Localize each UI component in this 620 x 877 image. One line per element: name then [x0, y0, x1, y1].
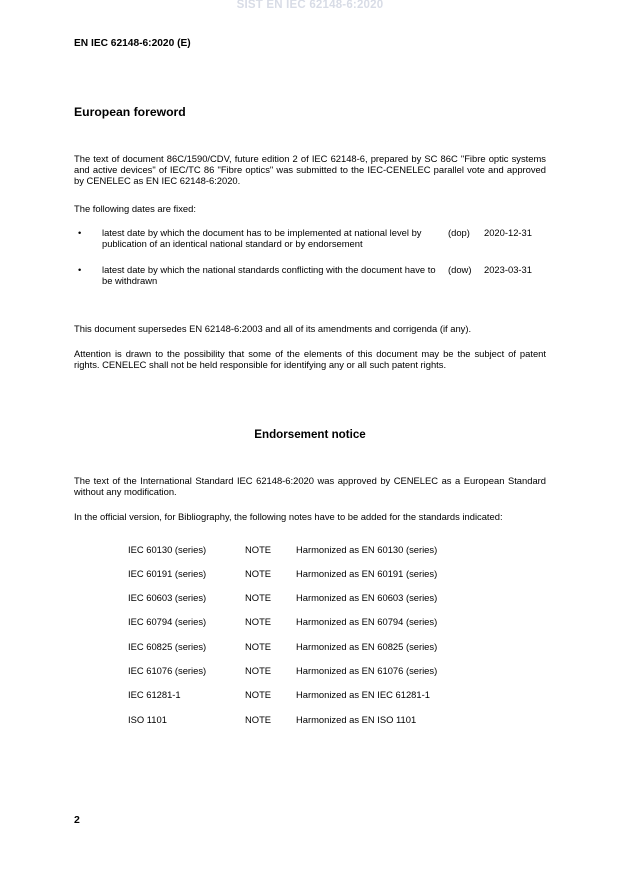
patent-attention-paragraph: Attention is drawn to the possibility that some of the elements of this document may be the subject of patent rights. CENELEC shall not be held responsible for identifying any or all such patent rights.: [74, 348, 546, 370]
note-label: NOTE: [245, 641, 272, 652]
note-label: NOTE: [245, 544, 272, 555]
note-standard: IEC 60191 (series): [128, 568, 207, 579]
endorsement-heading: Endorsement notice: [254, 428, 366, 441]
date-item-abbr: (dop): [448, 227, 470, 238]
document-id-header: EN IEC 62148-6:2020 (E): [74, 38, 191, 49]
date-item-text: latest date by which the document has to be implemented at national level by publication of an identical national standard or by endorsement: [102, 227, 422, 249]
note-standard: IEC 60794 (series): [128, 616, 207, 627]
note-standard: ISO 1101: [128, 714, 167, 725]
note-harmonized-text: Harmonized as EN 60794 (series): [296, 616, 438, 627]
note-label: NOTE: [245, 592, 272, 603]
note-harmonized-text: Harmonized as EN 61076 (series): [296, 665, 438, 676]
note-standard: IEC 61281-1: [128, 689, 181, 700]
note-harmonized-text: Harmonized as EN 60825 (series): [296, 641, 438, 652]
note-harmonized-text: Harmonized as EN 60130 (series): [296, 544, 438, 555]
note-label: NOTE: [245, 714, 272, 725]
foreword-heading: European foreword: [74, 105, 186, 119]
watermark: SIST EN IEC 62148-6:2020: [236, 0, 384, 11]
date-item-abbr: (dow): [448, 264, 472, 275]
note-standard: IEC 60603 (series): [128, 592, 207, 603]
note-label: NOTE: [245, 568, 272, 579]
supersedes-paragraph: This document supersedes EN 62148-6:2003 and all of its amendments and corrigenda (if any).: [74, 323, 472, 334]
note-harmonized-text: Harmonized as EN IEC 61281-1: [296, 689, 430, 700]
note-label: NOTE: [245, 616, 272, 627]
note-standard: IEC 60825 (series): [128, 641, 207, 652]
page-number: 2: [74, 814, 80, 826]
endorsement-paragraph: The text of the International Standard IEC 62148-6:2020 was approved by CENELEC as a European Standard without any modification.: [74, 475, 546, 497]
note-standard: IEC 61076 (series): [128, 665, 207, 676]
date-item-value: 2023-03-31: [484, 264, 532, 275]
notes-intro-paragraph: In the official version, for Bibliography, the following notes have to be added for the standards indicated:: [74, 511, 503, 522]
bullet-icon: •: [78, 264, 82, 275]
foreword-intro-paragraph: The text of document 86C/1590/CDV, future edition 2 of IEC 62148-6, prepared by SC 86C "Fibre optic systems and active devices" of IEC/TC 86 "Fibre optics" was submitted to the IEC-CENELEC parallel vote and approved by CENELEC as EN IEC 62148-6:2020.: [74, 153, 546, 186]
note-harmonized-text: Harmonized as EN ISO 1101: [296, 714, 417, 725]
date-item-text: latest date by which the national standards conflicting with the document have to be withdrawn: [102, 264, 436, 286]
bullet-icon: •: [78, 227, 82, 238]
note-standard: IEC 60130 (series): [128, 544, 207, 555]
note-label: NOTE: [245, 665, 272, 676]
note-label: NOTE: [245, 689, 272, 700]
note-harmonized-text: Harmonized as EN 60191 (series): [296, 568, 438, 579]
note-harmonized-text: Harmonized as EN 60603 (series): [296, 592, 438, 603]
date-item-value: 2020-12-31: [484, 227, 532, 238]
dates-intro-paragraph: The following dates are fixed:: [74, 203, 196, 214]
